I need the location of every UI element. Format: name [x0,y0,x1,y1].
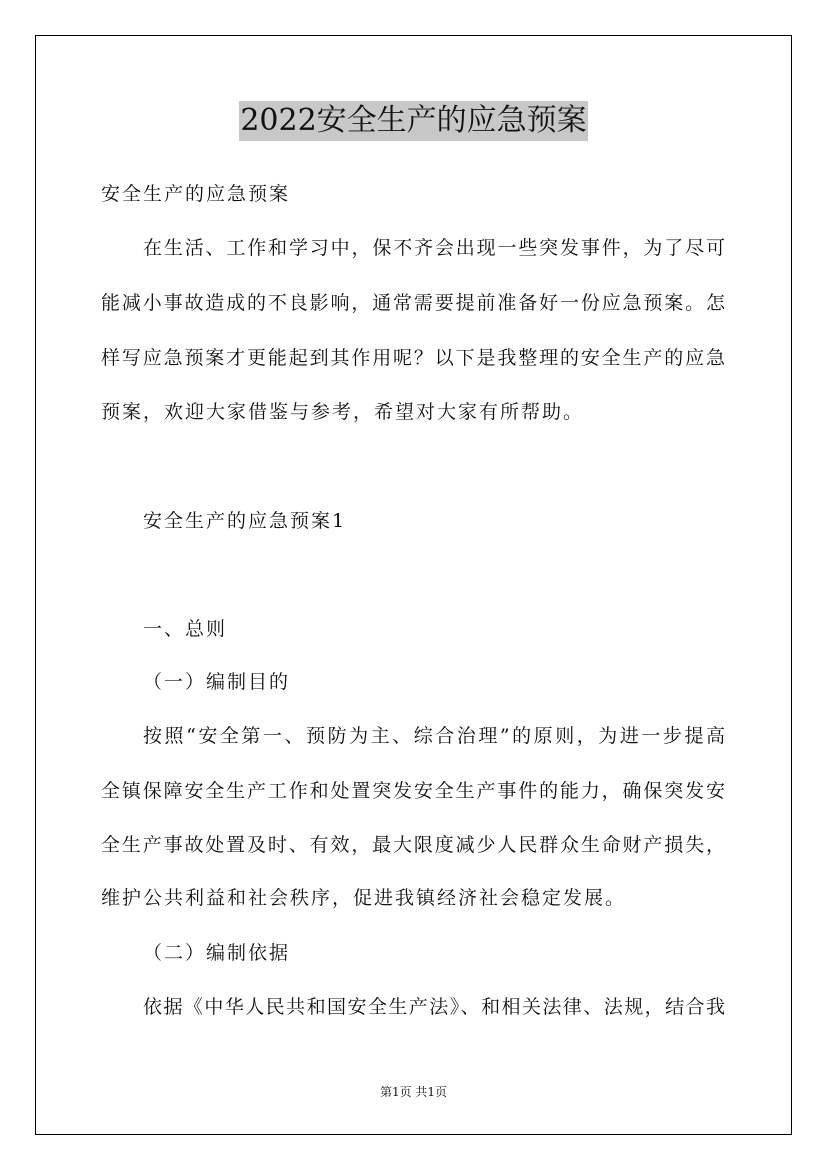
paragraph-line-4: 维护公共利益和社会秩序，促进我镇经济社会稳定发展。 [101,887,627,909]
subsection-heading-1: （一）编制目的 [143,671,291,693]
intro-line-4: 预案，欢迎大家借鉴与参考，希望对大家有所帮助。 [101,401,585,423]
intro-line-1: 在生活、工作和学习中，保不齐会出现一些突发事件，为了尽可 [143,237,725,259]
document-title: 2022安全生产的应急预案 [239,101,587,141]
title-container [0,101,827,141]
paragraph-line-1: 按照“安全第一、预防为主、综合治理”的原则，为进一步提高 [143,725,725,747]
chapter-heading: 一、总则 [143,618,228,640]
paragraph-line-3: 全生产事故处置及时、有效，最大限度减少人民群众生命财产损失， [101,834,725,856]
paragraph-line-2: 全镇保障安全生产工作和处置突发安全生产事件的能力，确保突发安 [101,780,725,802]
section-title: 安全生产的应急预案1 [143,510,347,532]
document-subtitle: 安全生产的应急预案 [101,183,291,205]
subsection-heading-2: （二）编制依据 [143,942,291,964]
page-footer: 第1页 共1页 [379,1085,448,1099]
paragraph-2-line-1: 依据《中华人民共和国安全生产法》、和相关法律、法规，结合我 [143,996,725,1018]
intro-line-3: 样写应急预案才更能起到其作用呢？以下是我整理的安全生产的应急 [101,347,725,369]
intro-line-2: 能减小事故造成的不良影响，通常需要提前准备好一份应急预案。怎 [101,292,725,314]
